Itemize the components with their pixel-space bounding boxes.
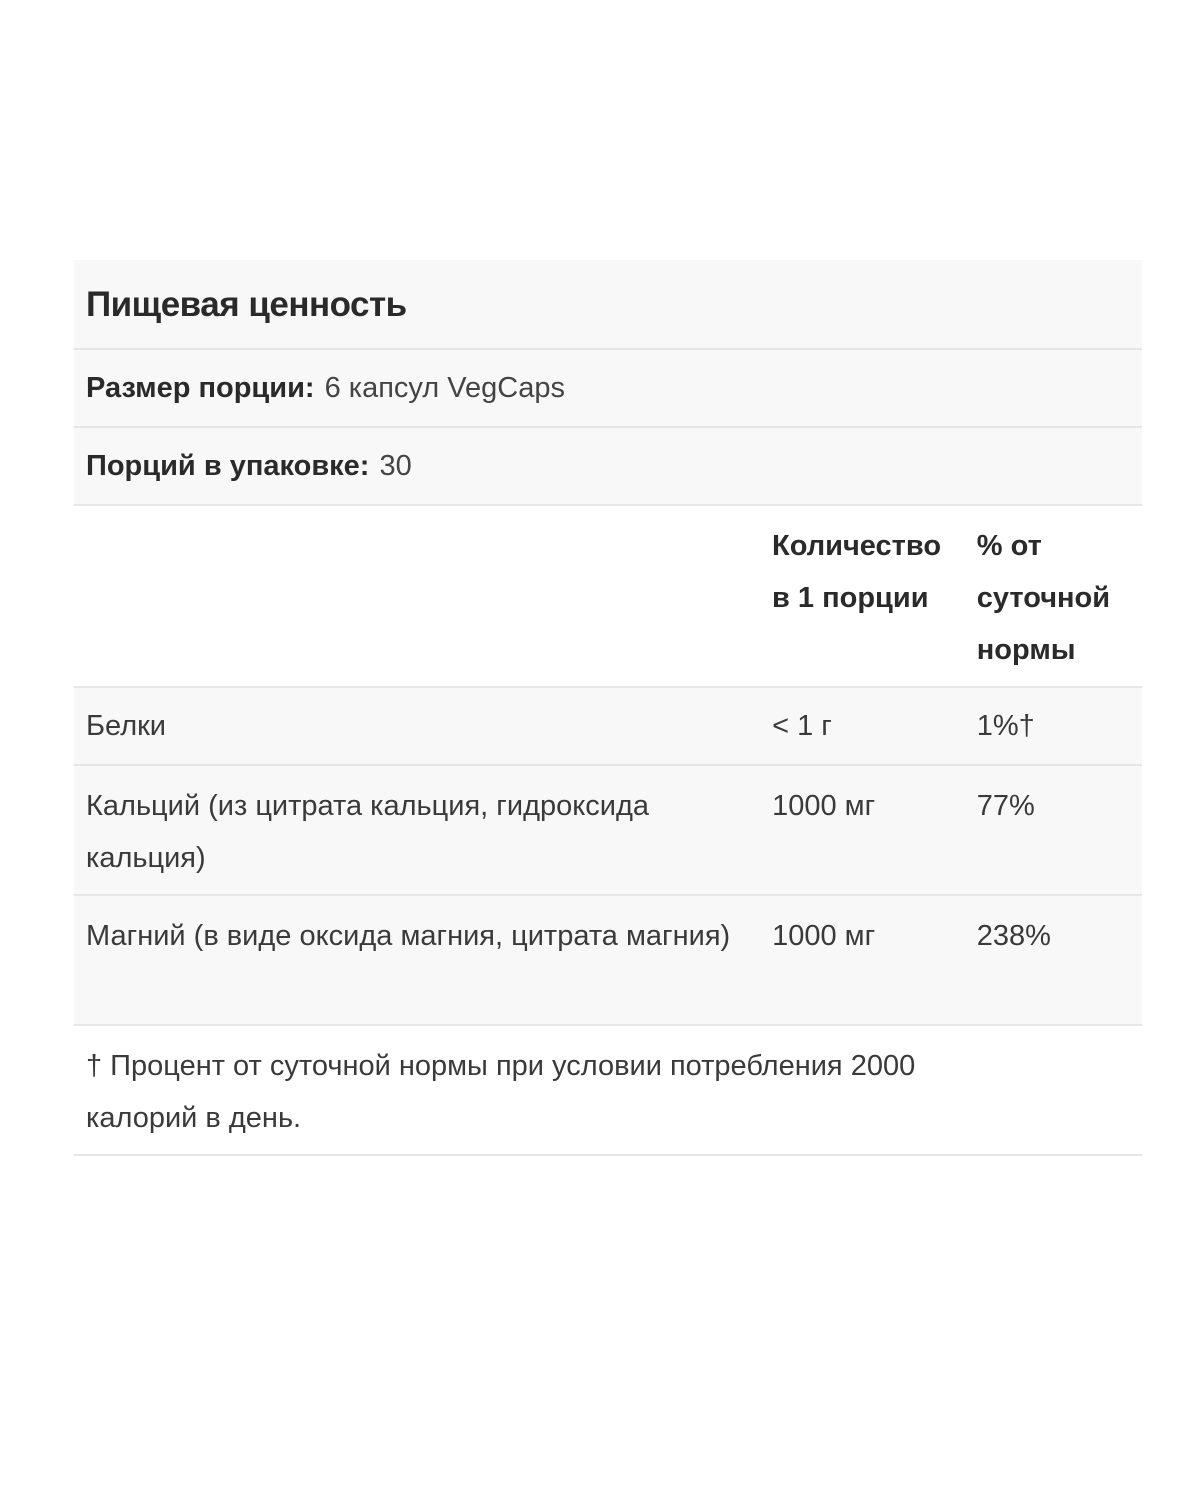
nutrient-daily-value: 1%† [976, 710, 1035, 742]
panel-header [74, 260, 1142, 350]
panel-title: Пищевая ценность [86, 285, 407, 324]
table-header-row [74, 506, 1142, 688]
servings-per-container-label: Порций в упаковке: [86, 449, 370, 482]
nutrition-facts-panel [74, 260, 1142, 1156]
table-row [74, 688, 1142, 766]
serving-size-label: Размер порции: [86, 371, 315, 404]
nutrient-amount: < 1 г [772, 710, 832, 742]
nutrient-daily-value: 77% [976, 790, 1035, 822]
servings-per-container-row [74, 428, 1142, 506]
table-row [74, 766, 1142, 896]
nutrient-daily-value: 238% [976, 920, 1051, 952]
column-header-name [86, 520, 772, 686]
table-row [74, 896, 1142, 1026]
footnote: † Процент от суточной нормы при условии потребления 2000 калорий в день. [86, 1050, 916, 1134]
nutrient-amount: 1000 мг [772, 790, 876, 822]
servings-per-container-value: 30 [379, 449, 412, 482]
nutrient-name: Магний (в виде оксида магния, цитрата магния) [86, 920, 731, 952]
serving-size-value: 6 капсул VegCaps [324, 371, 565, 404]
column-header-amount: Количество в 1 порции [772, 530, 942, 614]
nutrient-name: Кальций (из цитрата кальция, гидроксида кальция) [86, 790, 650, 874]
column-header-daily-value: % от суточной нормы [976, 530, 1111, 666]
footnote-row [74, 1026, 1142, 1156]
serving-size-row [74, 350, 1142, 428]
nutrient-name: Белки [86, 710, 167, 742]
nutrient-amount: 1000 мг [772, 920, 876, 952]
